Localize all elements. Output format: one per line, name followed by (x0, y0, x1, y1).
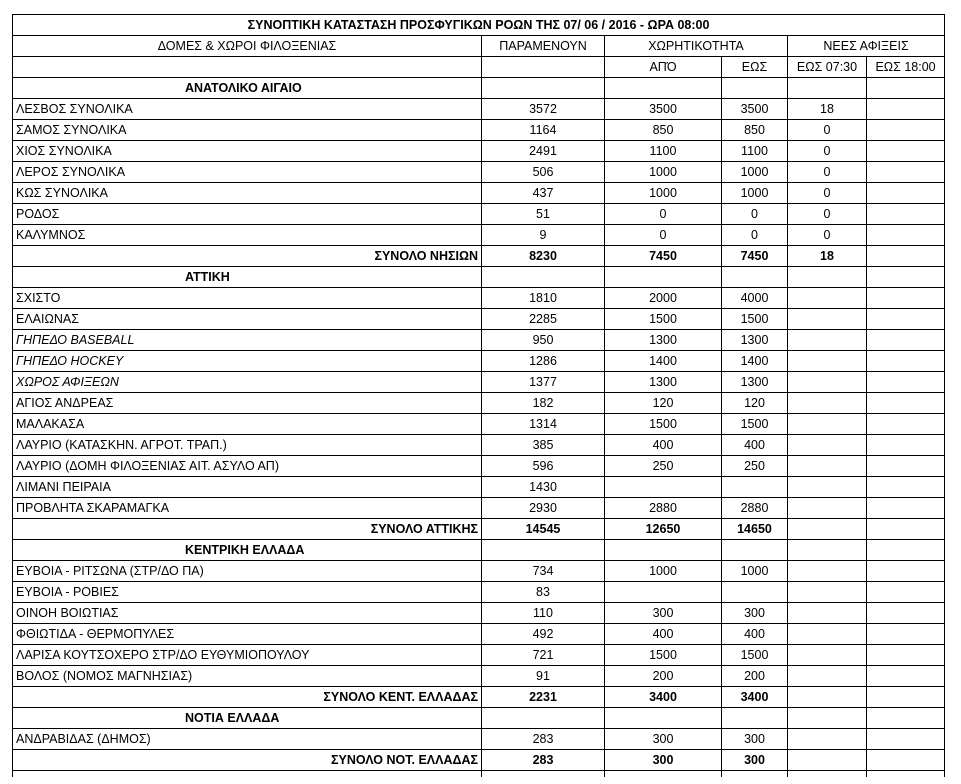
arrivals-0730-value: 0 (788, 204, 867, 225)
table-row (13, 162, 945, 183)
section-title: ΚΕΝΤΡΙΚΗ ΕΛΛΑΔΑ (13, 540, 482, 561)
remain-value: 2285 (482, 309, 605, 330)
facility-name: ΛΑΥΡΙΟ (ΚΑΤΑΣΚΗΝ. ΑΓΡΟΤ. ΤΡΑΠ.) (13, 435, 482, 456)
capacity-to-value: 400 (722, 624, 788, 645)
arrivals-0730-value (788, 414, 867, 435)
facility-name: ΕΥΒΟΙΑ - ΡΙΤΣΩΝΑ (ΣΤΡ/ΔΟ ΠΑ) (13, 561, 482, 582)
facility-name: ΧΩΡΟΣ ΑΦΙΞΕΩΝ (13, 372, 482, 393)
facility-name: ΓΗΠΕΔΟ BASEBALL (13, 330, 482, 351)
arrivals-1800-value (867, 414, 945, 435)
table-row (13, 645, 945, 666)
capacity-to-value: 120 (722, 393, 788, 414)
total-arrivals-0730: 18 (788, 246, 867, 267)
capacity-from-value: 120 (605, 393, 722, 414)
capacity-from-value: 1500 (605, 414, 722, 435)
remain-value: 506 (482, 162, 605, 183)
empty-cell (788, 540, 867, 561)
title-row (13, 15, 945, 36)
remain-value: 83 (482, 582, 605, 603)
arrivals-1800-value (867, 309, 945, 330)
arrivals-0730-value: 0 (788, 225, 867, 246)
arrivals-0730-value (788, 498, 867, 519)
facility-name: ΦΘΙΩΤΙΔΑ - ΘΕΡΜΟΠΥΛΕΣ (13, 624, 482, 645)
capacity-to-value: 250 (722, 456, 788, 477)
header-remain: ΠΑΡΑΜΕΝΟΥΝ (482, 36, 605, 57)
capacity-from-value: 400 (605, 435, 722, 456)
facility-name: ΧΙΟΣ ΣΥΝΟΛΙΚΑ (13, 141, 482, 162)
arrivals-0730-value (788, 288, 867, 309)
arrivals-0730-value (788, 624, 867, 645)
cut-off-row (13, 771, 945, 778)
total-capacity-to: 3400 (722, 687, 788, 708)
remain-value: 596 (482, 456, 605, 477)
capacity-from-value: 250 (605, 456, 722, 477)
empty-cell (605, 78, 722, 99)
total-arrivals-1800 (867, 246, 945, 267)
remain-value: 721 (482, 645, 605, 666)
total-arrivals-1800 (867, 750, 945, 771)
table-row (13, 603, 945, 624)
remain-value: 182 (482, 393, 605, 414)
empty-cell (722, 708, 788, 729)
remain-value: 283 (482, 729, 605, 750)
arrivals-0730-value: 0 (788, 183, 867, 204)
capacity-to-value: 0 (722, 204, 788, 225)
capacity-from-value: 0 (605, 204, 722, 225)
total-label: ΣΥΝΟΛΟ ΝΟΤ. ΕΛΛΑΔΑΣ (13, 750, 482, 771)
table-row (13, 624, 945, 645)
section-total-row (13, 687, 945, 708)
empty-cell (867, 708, 945, 729)
table-body (13, 15, 945, 778)
capacity-to-value: 1300 (722, 330, 788, 351)
remain-value: 1314 (482, 414, 605, 435)
empty-cell (722, 771, 788, 778)
remain-value: 1810 (482, 288, 605, 309)
facility-name: ΛΕΣΒΟΣ ΣΥΝΟΛΙΚΑ (13, 99, 482, 120)
arrivals-0730-value (788, 582, 867, 603)
facility-name: ΚΑΛΥΜΝΟΣ (13, 225, 482, 246)
header-arrivals-0730: ΕΩΣ 07:30 (788, 57, 867, 78)
capacity-from-value: 0 (605, 225, 722, 246)
capacity-to-value: 200 (722, 666, 788, 687)
empty-cell (722, 267, 788, 288)
capacity-from-value: 300 (605, 729, 722, 750)
remain-value: 950 (482, 330, 605, 351)
facility-name: ΛΑΡΙΣΑ ΚΟΥΤΣΟΧΕΡΟ ΣΤΡ/ΔΟ ΕΥΘΥΜΙΟΠΟΥΛΟΥ (13, 645, 482, 666)
total-capacity-to: 14650 (722, 519, 788, 540)
total-capacity-from: 300 (605, 750, 722, 771)
header-arrivals-1800: ΕΩΣ 18:00 (867, 57, 945, 78)
facility-name: ΡΟΔΟΣ (13, 204, 482, 225)
total-capacity-to: 300 (722, 750, 788, 771)
header-blank (13, 57, 482, 78)
facility-name: ΛΕΡΟΣ ΣΥΝΟΛΙΚΑ (13, 162, 482, 183)
section-total-row (13, 750, 945, 771)
remain-value: 437 (482, 183, 605, 204)
total-arrivals-0730 (788, 519, 867, 540)
total-arrivals-0730 (788, 750, 867, 771)
refugee-flows-table (12, 14, 945, 777)
header-capacity-to: ΕΩΣ (722, 57, 788, 78)
remain-value: 3572 (482, 99, 605, 120)
arrivals-0730-value (788, 645, 867, 666)
section-header-row (13, 708, 945, 729)
arrivals-1800-value (867, 435, 945, 456)
remain-value: 1430 (482, 477, 605, 498)
capacity-from-value: 1000 (605, 162, 722, 183)
arrivals-1800-value (867, 330, 945, 351)
capacity-to-value: 1100 (722, 141, 788, 162)
table-row (13, 435, 945, 456)
arrivals-1800-value (867, 141, 945, 162)
capacity-to-value: 1500 (722, 645, 788, 666)
table-row (13, 225, 945, 246)
capacity-from-value: 1000 (605, 561, 722, 582)
remain-value: 492 (482, 624, 605, 645)
arrivals-1800-value (867, 456, 945, 477)
remain-value: 1286 (482, 351, 605, 372)
header-row-2 (13, 57, 945, 78)
arrivals-1800-value (867, 561, 945, 582)
capacity-from-value: 3500 (605, 99, 722, 120)
remain-value: 9 (482, 225, 605, 246)
section-title: ΝΟΤΙΑ ΕΛΛΑΔΑ (13, 708, 482, 729)
arrivals-1800-value (867, 225, 945, 246)
capacity-to-value (722, 582, 788, 603)
facility-name: ΛΙΜΑΝΙ ΠΕΙΡΑΙΑ (13, 477, 482, 498)
total-arrivals-1800 (867, 519, 945, 540)
total-remain: 283 (482, 750, 605, 771)
capacity-from-value (605, 582, 722, 603)
capacity-to-value: 0 (722, 225, 788, 246)
remain-value: 734 (482, 561, 605, 582)
facility-name: ΟΙΝΟΗ ΒΟΙΩΤΙΑΣ (13, 603, 482, 624)
table-row (13, 414, 945, 435)
arrivals-1800-value (867, 99, 945, 120)
capacity-to-value: 400 (722, 435, 788, 456)
capacity-to-value: 1300 (722, 372, 788, 393)
arrivals-1800-value (867, 666, 945, 687)
remain-value: 1377 (482, 372, 605, 393)
facility-name: ΣΧΙΣΤΟ (13, 288, 482, 309)
capacity-from-value (605, 477, 722, 498)
table-row (13, 729, 945, 750)
table-row (13, 351, 945, 372)
arrivals-0730-value (788, 561, 867, 582)
section-header-row (13, 78, 945, 99)
remain-value: 2491 (482, 141, 605, 162)
table-row (13, 582, 945, 603)
table-row (13, 393, 945, 414)
capacity-from-value: 2880 (605, 498, 722, 519)
section-header-row (13, 267, 945, 288)
table-row (13, 372, 945, 393)
document-title: ΣΥΝΟΠΤΙΚΗ ΚΑΤΑΣΤΑΣΗ ΠΡΟΣΦΥΓΙΚΩΝ ΡΟΩΝ ΤΗΣ 07/ 06 / 2016 - ΩΡΑ 08:00 (13, 15, 945, 36)
section-total-row (13, 246, 945, 267)
arrivals-0730-value (788, 456, 867, 477)
empty-cell (605, 540, 722, 561)
facility-name: ΚΩΣ ΣΥΝΟΛΙΚΑ (13, 183, 482, 204)
arrivals-1800-value (867, 729, 945, 750)
remain-value: 91 (482, 666, 605, 687)
facility-name: ΑΓΙΟΣ ΑΝΔΡΕΑΣ (13, 393, 482, 414)
capacity-from-value: 1400 (605, 351, 722, 372)
arrivals-0730-value (788, 477, 867, 498)
table-row (13, 183, 945, 204)
section-header-row (13, 540, 945, 561)
capacity-from-value: 1000 (605, 183, 722, 204)
facility-name: ΑΝΔΡΑΒΙΔΑΣ (ΔΗΜΟΣ) (13, 729, 482, 750)
remain-value: 2930 (482, 498, 605, 519)
total-capacity-to: 7450 (722, 246, 788, 267)
capacity-to-value: 300 (722, 729, 788, 750)
arrivals-1800-value (867, 645, 945, 666)
empty-cell (788, 708, 867, 729)
arrivals-0730-value: 0 (788, 162, 867, 183)
facility-name: ΣΑΜΟΣ ΣΥΝΟΛΙΚΑ (13, 120, 482, 141)
header-capacity-from: ΑΠΌ (605, 57, 722, 78)
capacity-to-value: 1500 (722, 309, 788, 330)
empty-cell (867, 540, 945, 561)
arrivals-1800-value (867, 288, 945, 309)
arrivals-0730-value: 0 (788, 141, 867, 162)
header-new-arrivals: ΝΕΕΣ ΑΦΙΞΕΙΣ (788, 36, 945, 57)
facility-name: ΛΑΥΡΙΟ (ΔΟΜΗ ΦΙΛΟΞΕΝΙΑΣ ΑΙΤ. ΑΣΥΛΟ ΑΠ) (13, 456, 482, 477)
table-row (13, 120, 945, 141)
empty-cell (867, 267, 945, 288)
arrivals-0730-value (788, 309, 867, 330)
capacity-from-value: 1300 (605, 372, 722, 393)
empty-cell (482, 78, 605, 99)
capacity-to-value: 850 (722, 120, 788, 141)
empty-cell (482, 771, 605, 778)
table-row (13, 498, 945, 519)
remain-value: 385 (482, 435, 605, 456)
facility-name: ΓΗΠΕΔΟ HOCKEY (13, 351, 482, 372)
empty-cell (13, 771, 482, 778)
empty-cell (867, 78, 945, 99)
remain-value: 1164 (482, 120, 605, 141)
table-row (13, 561, 945, 582)
capacity-to-value: 300 (722, 603, 788, 624)
arrivals-1800-value (867, 120, 945, 141)
total-capacity-from: 3400 (605, 687, 722, 708)
arrivals-1800-value (867, 351, 945, 372)
empty-cell (605, 267, 722, 288)
header-capacity: ΧΩΡΗΤΙΚΟΤΗΤΑ (605, 36, 788, 57)
arrivals-1800-value (867, 498, 945, 519)
capacity-to-value: 3500 (722, 99, 788, 120)
arrivals-1800-value (867, 393, 945, 414)
capacity-to-value: 1500 (722, 414, 788, 435)
capacity-from-value: 300 (605, 603, 722, 624)
arrivals-0730-value (788, 351, 867, 372)
empty-cell (722, 540, 788, 561)
capacity-from-value: 2000 (605, 288, 722, 309)
facility-name: ΒΟΛΟΣ (ΝΟΜΟΣ ΜΑΓΝΗΣΙΑΣ) (13, 666, 482, 687)
header-row-1 (13, 36, 945, 57)
total-remain: 14545 (482, 519, 605, 540)
capacity-to-value: 1000 (722, 183, 788, 204)
empty-cell (605, 771, 722, 778)
capacity-from-value: 400 (605, 624, 722, 645)
capacity-to-value: 2880 (722, 498, 788, 519)
arrivals-1800-value (867, 624, 945, 645)
total-label: ΣΥΝΟΛΟ ΑΤΤΙΚΗΣ (13, 519, 482, 540)
facility-name: ΕΛΑΙΩΝΑΣ (13, 309, 482, 330)
remain-value: 51 (482, 204, 605, 225)
facility-name: ΜΑΛΑΚΑΣΑ (13, 414, 482, 435)
empty-cell (788, 771, 867, 778)
arrivals-1800-value (867, 204, 945, 225)
total-arrivals-1800 (867, 687, 945, 708)
arrivals-1800-value (867, 582, 945, 603)
arrivals-1800-value (867, 183, 945, 204)
capacity-from-value: 1300 (605, 330, 722, 351)
table-row (13, 288, 945, 309)
facility-name: ΠΡΟΒΛΗΤΑ ΣΚΑΡΑΜΑΓΚΑ (13, 498, 482, 519)
empty-cell (482, 540, 605, 561)
capacity-from-value: 850 (605, 120, 722, 141)
empty-cell (867, 771, 945, 778)
arrivals-0730-value: 0 (788, 120, 867, 141)
empty-cell (605, 708, 722, 729)
total-remain: 8230 (482, 246, 605, 267)
arrivals-1800-value (867, 162, 945, 183)
table-row (13, 99, 945, 120)
capacity-to-value (722, 477, 788, 498)
arrivals-1800-value (867, 372, 945, 393)
capacity-to-value: 1400 (722, 351, 788, 372)
empty-cell (482, 708, 605, 729)
capacity-from-value: 200 (605, 666, 722, 687)
header-facilities: ΔΟΜΕΣ & ΧΩΡΟΙ ΦΙΛΟΞΕΝΙΑΣ (13, 36, 482, 57)
remain-value: 110 (482, 603, 605, 624)
arrivals-0730-value (788, 372, 867, 393)
table-row (13, 666, 945, 687)
header-blank (482, 57, 605, 78)
total-capacity-from: 12650 (605, 519, 722, 540)
arrivals-0730-value: 18 (788, 99, 867, 120)
section-total-row (13, 519, 945, 540)
total-arrivals-0730 (788, 687, 867, 708)
arrivals-0730-value (788, 435, 867, 456)
capacity-from-value: 1500 (605, 309, 722, 330)
table-row (13, 456, 945, 477)
capacity-to-value: 1000 (722, 561, 788, 582)
total-label: ΣΥΝΟΛΟ ΝΗΣΙΩΝ (13, 246, 482, 267)
table-row (13, 141, 945, 162)
arrivals-1800-value (867, 477, 945, 498)
capacity-from-value: 1100 (605, 141, 722, 162)
empty-cell (482, 267, 605, 288)
arrivals-0730-value (788, 666, 867, 687)
section-title: ΑΝΑΤΟΛΙΚΟ ΑΙΓΑΙΟ (13, 78, 482, 99)
section-title: ΑΤΤΙΚΗ (13, 267, 482, 288)
capacity-from-value: 1500 (605, 645, 722, 666)
total-remain: 2231 (482, 687, 605, 708)
table-row (13, 309, 945, 330)
facility-name: ΕΥΒΟΙΑ - ΡΟΒΙΕΣ (13, 582, 482, 603)
table-row (13, 330, 945, 351)
arrivals-0730-value (788, 393, 867, 414)
arrivals-0730-value (788, 330, 867, 351)
empty-cell (788, 267, 867, 288)
table-row (13, 204, 945, 225)
capacity-to-value: 1000 (722, 162, 788, 183)
table-row (13, 477, 945, 498)
empty-cell (722, 78, 788, 99)
empty-cell (788, 78, 867, 99)
total-capacity-from: 7450 (605, 246, 722, 267)
arrivals-1800-value (867, 603, 945, 624)
total-label: ΣΥΝΟΛΟ ΚΕΝΤ. ΕΛΛΑΔΑΣ (13, 687, 482, 708)
arrivals-0730-value (788, 729, 867, 750)
capacity-to-value: 4000 (722, 288, 788, 309)
arrivals-0730-value (788, 603, 867, 624)
